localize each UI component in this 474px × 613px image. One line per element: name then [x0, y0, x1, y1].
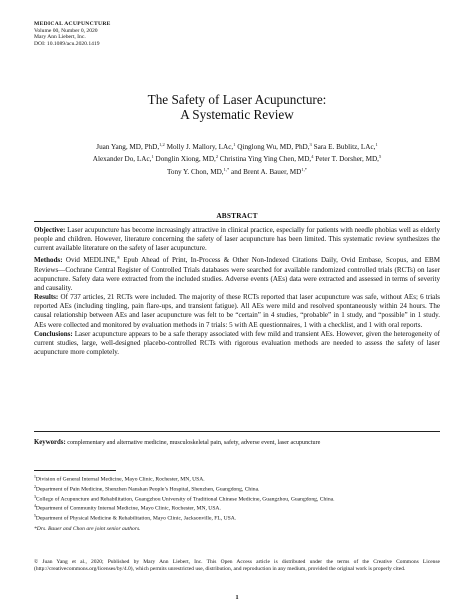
footnote-rule	[34, 470, 116, 471]
title-line-1: The Safety of Laser Acupuncture:	[147, 92, 327, 107]
journal-header	[34, 21, 111, 47]
author: Donglin Xiong, MD,$^2$	[155, 154, 219, 164]
author: Alexander Do, LAc,$^1$	[92, 154, 154, 164]
affiliation-item: $^3$College of Acupuncture and Rehabilitation, Guangzhou University of Traditional Chinese Medicine, Guangzhou, Guangdong, China.	[34, 494, 335, 503]
affiliation-item: $^4$Department of Community Internal Medicine, Mayo Clinic, Rochester, MN, USA.	[34, 504, 221, 512]
abstract-conclusions: Conclusions: Laser acupuncture appears to be a safe therapy associated with few mild and transient AEs. However, given the heterogeneity of current studies, large, well-designed placebo-controlled RCTs with rigorous evaluation methods are needed to assess the safety of laser acupuncture more completely.	[34, 329, 440, 357]
keywords-label: Keywords:	[34, 439, 66, 446]
author: and Brent A. Bauer, $MD^{1,*}$	[231, 166, 308, 176]
author: Qinglong Wu, MD, PhD,$^3$	[237, 142, 312, 151]
journal-publisher: Mary Ann Liebert, Inc.	[34, 34, 86, 41]
abstract-objective: Objective: Laser acupuncture has become increasingly attractive in clinical practice, especially for patients with needle phobias well as elderly people and children. However, literature concerning the safety of laser acupuncture has been limited. This systematic review synthesizes the current available literature on the safety of laser acupuncture.	[34, 226, 440, 253]
journal-doi: DOI: 10.1089/acu.2020.1419	[34, 40, 100, 47]
author: Tony Y. Chon, MD,$^{1,*}$	[166, 166, 230, 176]
page-number: 1	[235, 594, 239, 601]
author: Christina Ying Ying Chen, MD,$^4$	[219, 154, 314, 164]
affiliation-item: $^5$Department of Physical Medicine & Rehabilitation, Mayo Clinic, Jacksonville, FL, USA.	[34, 514, 237, 522]
title-line-2: A Systematic Review	[180, 107, 294, 122]
affiliation-item: $^2$Department of Pain Medicine, Shenzhen Nanshan People’s Hospital, Shenzhen, Guangdong, China.	[34, 484, 260, 493]
license-statement: © Juan Yang et al., 2020; Published by Mary Ann Liebert, Inc. This Open Access article is distributed under the terms of the Creative Commons License (http://creativecommons.org/licenses/by/4.0), which permits unrestricted use, distribution, and reproduction in any medium, provided the original work is properly cited.	[34, 559, 440, 572]
author: Juan Yang, MD, PhD,$^{1,2}$	[96, 142, 165, 151]
affiliations	[34, 474, 440, 533]
abstract-methods: Methods: Ovid MEDLINE,® Epub Ahead of Print, In-Process & Other Non-Indexed Citations Daily, Ovid Embase, Scopus, and EBM Reviews—Cochrane Central Register of Controlled Trials databases were searched for available randomized controlled trials (RCTs) on laser acupuncture. Safety data were extracted from the included studies. Adverse events (AEs) data were extracted and assessed in terms of severity and causality.	[34, 255, 440, 292]
article-title	[0, 92, 474, 122]
author-list	[46, 140, 428, 177]
abstract-body	[34, 226, 440, 357]
keywords	[34, 439, 440, 447]
author: Sara E. Bublitz, LAc,$^1$	[313, 142, 378, 151]
abstract-bottom-rule	[34, 431, 440, 432]
affiliation-item: $^1$Division of General Internal Medicine, Mayo Clinic, Rochester, MN, USA.	[34, 475, 205, 483]
abstract-results: Results: Of 737 articles, 21 RCTs were included. The majority of these RCTs reported that laser acupuncture was safe, without AEs; 6 trials reported AEs (including tingling, pain flare-ups, and transient fatigue). All AEs were mild and resolved spontaneously within 24 hours. The causal relationship between AEs and laser acupuncture was felt to be “certain” in 4 studies, “probable” in 1 study, and “possible” in 1 study. AEs were collected and monitored by evaluation methods in 7 trials: 5 with AE questionnaires, 1 with a checklist, and 1 with oral reports.	[34, 293, 440, 329]
journal-name: MEDICAL ACUPUNCTURE	[34, 21, 111, 27]
abstract-heading: ABSTRACT	[216, 211, 258, 220]
author: Peter T. Dorsher, MD,$^5$	[315, 154, 382, 164]
journal-volume: Volume 00, Number 0, 2020	[34, 27, 98, 34]
author: Molly J. Mallory, LAc,$^1$	[166, 142, 236, 151]
abstract-top-rule	[34, 221, 440, 222]
senior-author-note: *Drs. Bauer and Chon are joint senior authors.	[34, 525, 141, 532]
keywords-text: complementary and alternative medicine, musculoskeletal pain, safety, adverse event, laser acupuncture	[65, 440, 321, 446]
